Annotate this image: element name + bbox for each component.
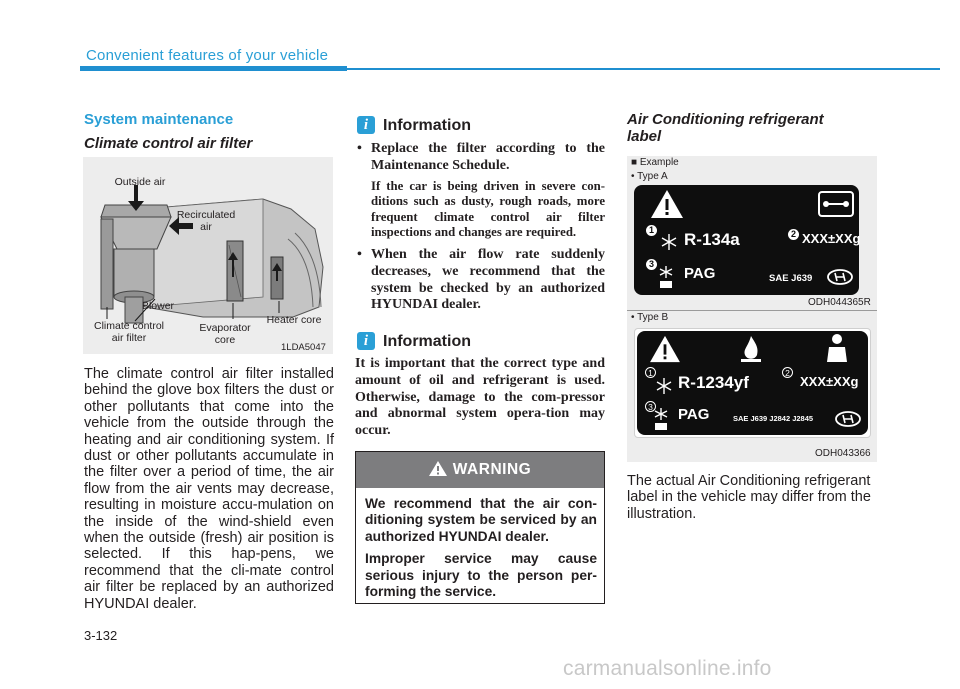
type-b-caption: • Type B <box>631 312 669 323</box>
ac-label-heading-line2: label <box>627 128 662 145</box>
sub-heading: Climate control air filter <box>84 135 253 152</box>
warning-header <box>356 452 604 488</box>
chapter-title: Convenient features of your vehicle <box>86 47 329 64</box>
warning-title: WARNING <box>452 461 532 478</box>
bullet-1-text: Replace the filter according to the Maintenance Schedule. <box>371 141 605 173</box>
type-a-standard: SAE J639 <box>769 273 813 284</box>
type-b-oil: PAG <box>678 406 710 423</box>
air-filter-figure <box>83 157 333 354</box>
marker-1: 1 <box>646 225 657 236</box>
label-evaporator-2: core <box>214 334 236 346</box>
filter-description: The climate control air filter installed behind the glove box filters the dust or other pollutants that come into the vehicle from the outside through the heating and air conditioning system. If dust or other pollutants accumulate in the filter over a period of time, the air flow from the air vents may decrease, resulting in moisture accu-mulation on the inside of the wind-shield even when the outside (fresh) air position is selected. If this hap-pens, we recommend that the cli-mate control air filter be replaced by an authorized HYUNDAI dealer. <box>84 366 334 612</box>
type-a-charge: XXX±XXg <box>802 231 861 246</box>
warning-box <box>355 451 605 604</box>
label-evaporator-1: Evaporator <box>199 322 251 334</box>
header-rule-thick <box>80 66 347 71</box>
type-a-oil: PAG <box>684 265 716 282</box>
type-a-code: ODH044365R <box>808 297 871 308</box>
ac-label-heading <box>627 111 877 145</box>
snowflake-icon <box>655 377 673 395</box>
label-filter-2: air filter <box>111 332 147 344</box>
info-icon: i <box>357 332 375 350</box>
warning-para-2: Improper service may cause serious injury to the person per-forming the service. <box>365 551 597 600</box>
list-item <box>355 247 605 314</box>
section-heading: System maintenance <box>84 111 234 128</box>
figure-divider <box>627 310 877 311</box>
bullet-2-text: When the air flow rate suddenly decreases, we recommend that the system be checked by an authorized HYUNDAI dealer. <box>371 246 605 313</box>
type-a-refrigerant: R-134a <box>684 230 740 249</box>
oil-can-icon <box>658 265 684 289</box>
refrigerant-label-figure <box>627 156 877 462</box>
info-heading-2: Information <box>383 333 471 350</box>
warning-text <box>365 496 597 606</box>
type-b-standard: SAE J639 J2842 J2845 <box>733 414 814 423</box>
ac-label-heading-line1: Air Conditioning refrigerant <box>627 111 824 128</box>
info-bullets <box>355 141 605 320</box>
info-heading-1: Information <box>383 117 471 134</box>
warning-triangle-icon <box>649 335 681 363</box>
bullet-1-extra: If the car is being driven in severe con-ditions such as dusty, rough roads, more frequent climate control air filter inspections and changes are required. <box>371 178 605 240</box>
flammable-icon <box>739 335 763 363</box>
label-recirculated-2: air <box>200 221 212 233</box>
type-a-caption: • Type A <box>631 171 668 182</box>
type-b-refrigerant: R-1234yf <box>678 373 749 392</box>
page-number: 3-132 <box>84 628 118 643</box>
label-filter-1: Climate control <box>93 320 165 332</box>
type-b-code: ODH043366 <box>815 448 871 459</box>
type-a-label <box>634 185 859 295</box>
figure-code: 1LDA5047 <box>281 342 326 353</box>
list-item <box>355 141 605 241</box>
label-outside-air: Outside air <box>114 176 166 188</box>
hyundai-logo-icon <box>835 411 861 427</box>
header-rule-thin <box>347 68 940 70</box>
marker-2: 2 <box>782 367 793 378</box>
warning-triangle-icon <box>650 189 684 219</box>
oil-can-icon <box>653 407 679 431</box>
label-note: The actual Air Conditioning refrigerant label in the vehicle may differ from the illustration. <box>627 473 871 522</box>
watermark: carmanualsonline.info <box>563 657 772 680</box>
label-heater-core: Heater core <box>266 314 322 326</box>
label-blower: Blower <box>141 300 175 312</box>
marker-2: 2 <box>788 229 799 240</box>
info-icon: i <box>357 116 375 134</box>
hyundai-logo-icon <box>827 269 853 285</box>
example-caption: ■ Example <box>631 157 679 168</box>
type-b-label <box>637 331 868 435</box>
label-recirculated-1: Recirculated <box>176 209 236 221</box>
marker-3: 3 <box>645 401 656 412</box>
marker-3: 3 <box>646 259 657 270</box>
warning-triangle-icon <box>429 461 447 476</box>
type-b-charge: XXX±XXg <box>800 374 859 389</box>
service-manual-icon <box>818 191 854 217</box>
snowflake-icon <box>660 233 678 251</box>
info-2-body: It is important that the correct type and amount of oil and refrigerant is used. Otherwise, damage to the com-pressor and abnormal system opera-tion may occur. <box>355 356 605 439</box>
technician-icon <box>823 333 851 363</box>
marker-1: 1 <box>645 367 656 378</box>
warning-para-1: We recommend that the air con-ditioning system be serviced by an authorized HYUNDAI dealer. <box>365 496 597 544</box>
